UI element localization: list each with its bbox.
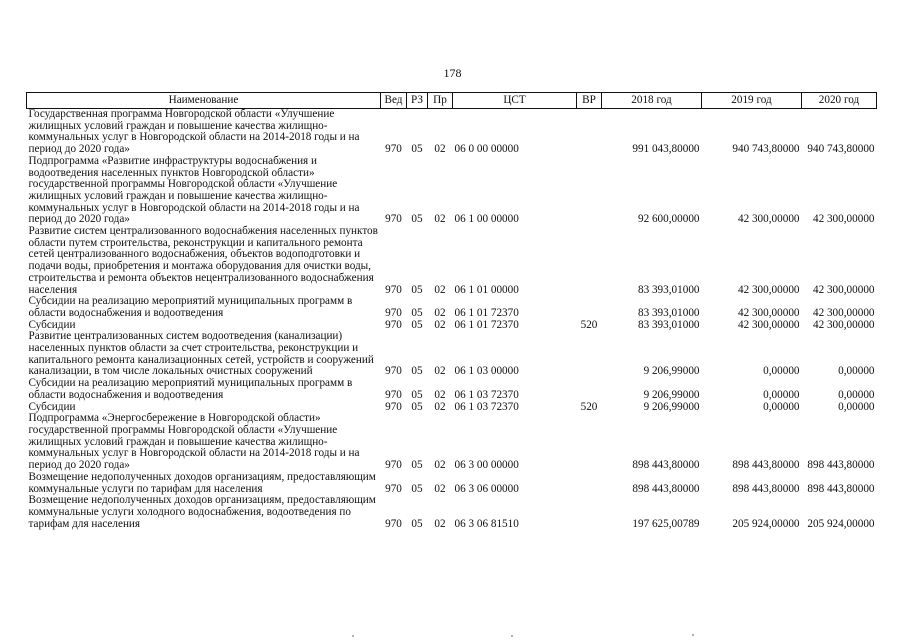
row-2019: 205 924,00000 xyxy=(732,517,800,530)
row-vr: 520 xyxy=(580,400,598,413)
row-ved: 970 xyxy=(385,283,402,296)
row-rz: 05 xyxy=(411,306,423,319)
table-header-row xyxy=(27,93,877,109)
row-rz: 05 xyxy=(411,517,423,530)
header-2019: 2019 год xyxy=(702,93,802,109)
row-pr: 02 xyxy=(434,306,446,319)
row-pr: 02 xyxy=(434,143,446,156)
scan-specks xyxy=(0,630,905,640)
row-cst: 06 1 01 72370 xyxy=(454,318,519,331)
row-pr: 02 xyxy=(434,459,446,472)
row-2019: 42 300,00000 xyxy=(737,318,800,331)
row-2018: 83 393,01000 xyxy=(637,318,700,331)
row-2019: 0,00000 xyxy=(763,400,800,413)
header-cst: ЦСТ xyxy=(453,93,577,109)
row-2020: 42 300,00000 xyxy=(812,318,875,331)
header-vr: ВР xyxy=(577,93,602,109)
row-name: Государственная программа Новгородской области «Улучшение жилищных условий граждан и повышение качества жилищно-коммунальных услуг в Новгородской области на 2014-2018 годы и на период до 2020 года» xyxy=(28,108,360,156)
row-2020: 205 924,00000 xyxy=(807,517,875,530)
row-ved: 970 xyxy=(385,213,402,226)
row-2018: 83 393,01000 xyxy=(637,306,700,319)
row-2020: 0,00000 xyxy=(838,400,875,413)
row-2020: 42 300,00000 xyxy=(812,283,875,296)
row-2020: 0,00000 xyxy=(838,365,875,378)
row-vr xyxy=(577,296,602,319)
row-name: Субсидии xyxy=(28,400,76,413)
row-2019: 0,00000 xyxy=(763,365,800,378)
row-vr xyxy=(577,331,602,378)
row-rz: 05 xyxy=(411,400,423,413)
row-vr xyxy=(577,472,602,495)
page-number: 178 xyxy=(443,66,462,80)
row-name: Развитие централизованных систем водоотведения (канализации) населенных пунктов области за счет строительства, реконструкции и капитального ремонта канализационных сетей, устройств и сооружений канализации, в том числе локальных очистных сооружений xyxy=(28,330,374,378)
row-vr xyxy=(577,495,602,530)
row-2020: 940 743,80000 xyxy=(807,143,875,156)
row-rz: 05 xyxy=(411,459,423,472)
row-2019: 42 300,00000 xyxy=(737,306,800,319)
row-cst: 06 1 03 00000 xyxy=(454,365,519,378)
row-vr xyxy=(577,109,602,156)
row-ved: 970 xyxy=(385,517,402,530)
row-2018: 92 600,00000 xyxy=(637,213,700,226)
row-name: Развитие систем централизованного водоснабжения населенных пунктов области путем строительства, реконструкции и капитального ремонта сетей централизованного водоснабжения, объектов водоподготовки и подачи воды, приобретения и монтажа оборудования для очистки воды, строительства и ремонта объектов нецентрализованного водоснабжения населения xyxy=(28,225,378,296)
row-2020: 898 443,80000 xyxy=(807,459,875,472)
row-cst: 06 3 00 00000 xyxy=(454,459,519,472)
row-2018: 898 443,80000 xyxy=(632,482,700,495)
row-vr xyxy=(577,226,602,296)
table-row xyxy=(27,296,877,319)
header-rz: РЗ xyxy=(407,93,428,109)
row-ved: 970 xyxy=(385,400,402,413)
table-row xyxy=(27,156,877,226)
table-row xyxy=(27,331,877,378)
row-2019: 42 300,00000 xyxy=(737,283,800,296)
row-name: Субсидии на реализацию мероприятий муниципальных программ в области водоснабжения и водоотведения xyxy=(28,377,353,401)
row-2018: 9 206,99000 xyxy=(643,365,700,378)
row-cst: 06 1 01 72370 xyxy=(454,306,519,319)
row-vr xyxy=(577,413,602,472)
row-2018: 197 625,00789 xyxy=(632,517,700,530)
row-name: Возмещение недополученных доходов организациям, предоставляющим коммунальные услуги холодного водоснабжения, водоотведения по тарифам для населения xyxy=(28,494,376,530)
row-2019: 898 443,80000 xyxy=(732,482,800,495)
row-2019: 42 300,00000 xyxy=(737,213,800,226)
row-vr: 520 xyxy=(580,318,598,331)
table-row xyxy=(27,472,877,495)
row-pr: 02 xyxy=(434,400,446,413)
row-cst: 06 3 06 00000 xyxy=(454,482,519,495)
row-cst: 06 1 00 00000 xyxy=(454,213,519,226)
row-ved: 970 xyxy=(385,482,402,495)
row-rz: 05 xyxy=(411,388,423,401)
row-rz: 05 xyxy=(411,143,423,156)
row-name: Возмещение недополученных доходов организациям, предоставляющим коммунальные услуги по тарифам для населения xyxy=(28,470,376,495)
row-ved: 970 xyxy=(385,143,402,156)
header-name: Наименование xyxy=(27,93,381,109)
row-pr: 02 xyxy=(434,388,446,401)
row-cst: 06 1 03 72370 xyxy=(454,400,519,413)
row-rz: 05 xyxy=(411,213,423,226)
row-2018: 898 443,80000 xyxy=(632,459,700,472)
row-2020: 42 300,00000 xyxy=(812,306,875,319)
row-cst: 06 1 01 00000 xyxy=(454,283,519,296)
table-row xyxy=(27,413,877,472)
table-row xyxy=(27,495,877,530)
table-row xyxy=(27,378,877,401)
header-2018: 2018 год xyxy=(602,93,702,109)
row-pr: 02 xyxy=(434,365,446,378)
row-2018: 9 206,99000 xyxy=(643,400,700,413)
row-pr: 02 xyxy=(434,482,446,495)
row-2018: 991 043,80000 xyxy=(632,143,700,156)
row-ved: 970 xyxy=(385,318,402,331)
row-vr xyxy=(577,378,602,401)
row-2018: 83 393,01000 xyxy=(637,283,700,296)
row-rz: 05 xyxy=(411,482,423,495)
row-rz: 05 xyxy=(411,283,423,296)
row-cst: 06 3 06 81510 xyxy=(454,517,519,530)
row-vr xyxy=(577,156,602,226)
row-pr: 02 xyxy=(434,517,446,530)
table-row xyxy=(27,226,877,296)
row-2020: 898 443,80000 xyxy=(807,482,875,495)
row-pr: 02 xyxy=(434,283,446,296)
row-name: Субсидии xyxy=(28,318,76,331)
row-pr: 02 xyxy=(434,318,446,331)
row-name: Подпрограмма «Энергосбережение в Новгородской области» государственной программы Новгородской области «Улучшение жилищных условий граждан и повышение качества жилищно-коммунальных услуг в Новгородской области на 2014-2018 годы и на период до 2020 года» xyxy=(28,412,360,472)
row-2019: 0,00000 xyxy=(763,388,800,401)
header-2020: 2020 год xyxy=(802,93,877,109)
row-rz: 05 xyxy=(411,318,423,331)
row-2018: 9 206,99000 xyxy=(643,388,700,401)
header-pr: Пр xyxy=(428,93,453,109)
row-cst: 06 1 03 72370 xyxy=(454,388,519,401)
row-ved: 970 xyxy=(385,365,402,378)
row-name: Субсидии на реализацию мероприятий муниципальных программ в области водоснабжения и водоотведения xyxy=(28,295,353,319)
budget-table xyxy=(26,92,877,530)
row-ved: 970 xyxy=(385,306,402,319)
row-cst: 06 0 00 00000 xyxy=(454,143,519,156)
row-rz: 05 xyxy=(411,365,423,378)
row-2020: 42 300,00000 xyxy=(812,213,875,226)
row-name: Подпрограмма «Развитие инфраструктуры водоснабжения и водоотведения населенных пунктов Новгородской области» государственной программы Новгородской области «Улучшение жилищных условий граждан и повышение качества жилищно-коммунальных услуг в Новгородской области на 2014-2018 годы и на период до 2020 года» xyxy=(28,154,360,226)
row-2019: 940 743,80000 xyxy=(732,143,800,156)
row-2019: 898 443,80000 xyxy=(732,459,800,472)
row-pr: 02 xyxy=(434,213,446,226)
row-ved: 970 xyxy=(385,459,402,472)
header-ved: Вед xyxy=(381,93,407,109)
row-2020: 0,00000 xyxy=(838,388,875,401)
row-ved: 970 xyxy=(385,388,402,401)
table-row xyxy=(27,109,877,156)
